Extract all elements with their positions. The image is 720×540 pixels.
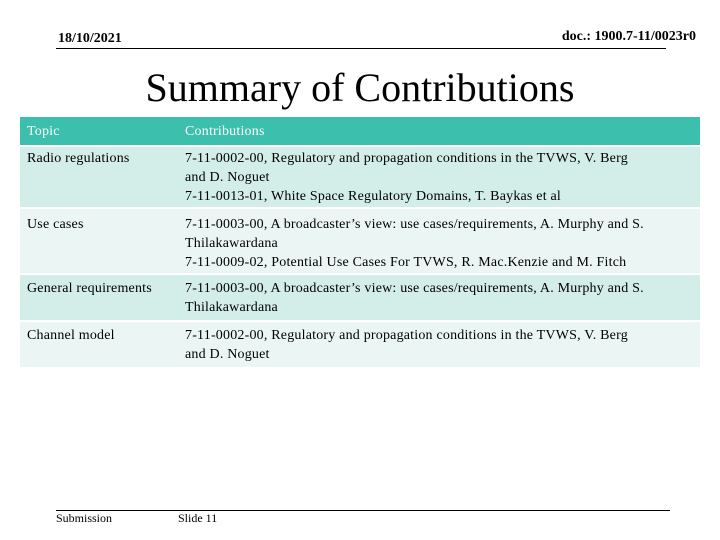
header-doc-id: doc.: 1900.7-11/0023r0 [561, 29, 696, 44]
contribution-line: 7-11-0013-01, White Space Regulatory Domains, T. Baykas et al [185, 189, 561, 204]
contributions-table [20, 117, 700, 369]
topic-cell: General requirements [20, 274, 178, 321]
contribution-line: 7-11-0003-00, A broadcaster’s view: use cases/requirements, A. Murphy and S. [185, 217, 644, 232]
footer-divider [56, 510, 670, 511]
contribution-line: 7-11-0003-00, A broadcaster’s view: use cases/requirements, A. Murphy and S. [185, 281, 644, 296]
contribution-line: 7-11-0009-02, Potential Use Cases For TVWS, R. Mac.Kenzie and M. Fitch [185, 255, 627, 270]
contribution-line: 7-11-0002-00, Regulatory and propagation conditions in the TVWS, V. Berg [185, 151, 628, 166]
contributions-cell [178, 146, 700, 208]
contributions-cell [178, 321, 700, 368]
topic-cell: Use cases [20, 208, 178, 274]
contribution-line: 7-11-0002-00, Regulatory and propagation conditions in the TVWS, V. Berg [185, 328, 628, 343]
column-header-contributions: Contributions [178, 117, 700, 146]
contribution-line: Thilakawardana [185, 300, 278, 315]
footer-slide-number: Slide 11 [178, 511, 218, 525]
header-date: 18/10/2021 [58, 31, 122, 46]
topic-cell: Channel model [20, 321, 178, 368]
footer-submission: Submission [56, 511, 113, 525]
contributions-cell [178, 208, 700, 274]
table-row [20, 321, 700, 368]
contribution-line: and D. Noguet [185, 170, 270, 185]
table-row [20, 274, 700, 321]
contributions-cell [178, 274, 700, 321]
topic-cell: Radio regulations [20, 146, 178, 208]
table-header-row [20, 117, 700, 146]
slide-title: Summary of Contributions [145, 65, 575, 110]
column-header-topic: Topic [20, 117, 178, 146]
contribution-line: Thilakawardana [185, 236, 278, 251]
contribution-line: and D. Noguet [185, 347, 270, 362]
table-row [20, 146, 700, 208]
header-divider [56, 48, 666, 49]
table-row [20, 208, 700, 274]
